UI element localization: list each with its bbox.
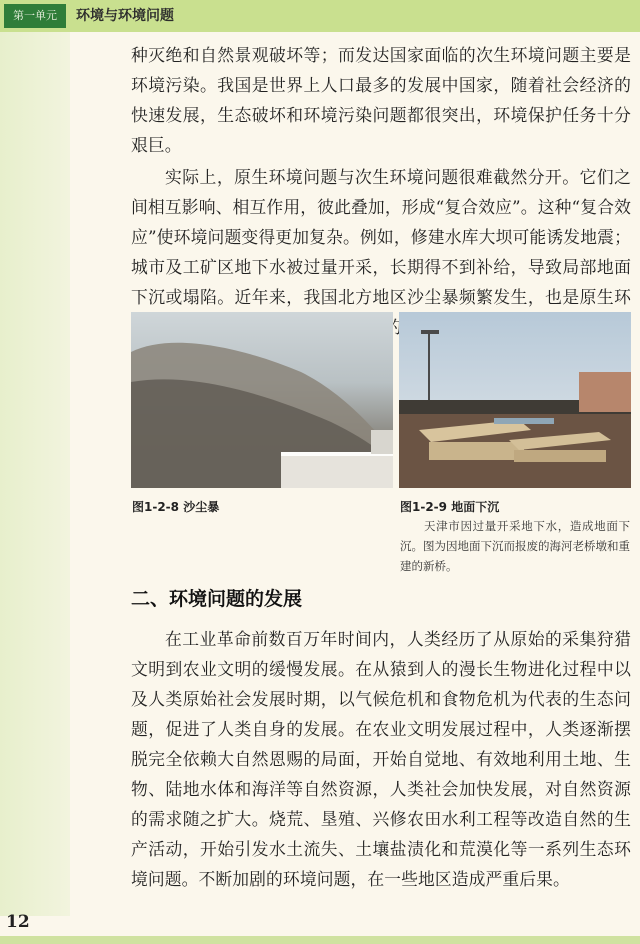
margin-band xyxy=(0,32,70,916)
figure-note-subsidence: 天津市因过量开采地下水，造成地面下沉。图为因地面下沉而报废的海河老桥墩和重建的新桥。 xyxy=(400,519,630,573)
subsidence-photo xyxy=(399,312,631,488)
paragraph-1: 种灭绝和自然景观破坏等；而发达国家面临的次生环境问题主要是环境污染。我国是世界上人口最多的发展中国家，随着社会经济的快速发展，生态破坏和环境污染问题都很突出，环境保护任务十分艰巨。 xyxy=(131,45,631,155)
bottom-band xyxy=(0,936,640,944)
page-number: 12 xyxy=(6,912,30,932)
paragraph-2: 实际上，原生环境问题与次生环境问题很难截然分开。它们之间相互影响、相互作用，彼此叠加，形成“复合效应”。这种“复合效应”使环境问题变得更加复杂。例如，修建水库大坝可能诱发地震；城市及工矿区地下水被过量开采，长期得不到补给，导致局部地面下沉或塌陷。近年来，我国北方地区沙尘暴频繁发生，也是原生环 的 xyxy=(131,167,631,337)
paragraph-3: 在工业革命前数百万年时间内，人类经历了从原始的采集狩猎文明到农业文明的缓慢发展。在从猿到人的漫长生物进化过程中以及人类原始社会发展时期，以气候危机和食物危机为代表的生态问题，促进了人类自身的发展。在农业文明发展过程中，人类逐渐摆脱完全依赖大自然恩赐的局面，开始自觉地、有效地利用土地、生物、陆地水体和海洋等自然资源，人类社会加快发展，对自然资源的需求随之扩大。烧荒、垦殖、兴修农田水利工程等改造自然的生产活动，开始引发水土流失、土壤盐渍化和荒漠化等一系列生态环境问题。不断加剧的环境问题，在一些地区造成严重后果。 xyxy=(131,629,631,889)
chapter-title: 环境与环境问题 xyxy=(76,8,174,24)
section-heading: 二、环境问题的发展 xyxy=(131,588,303,610)
figure-caption-sandstorm: 图1-2-8 沙尘暴 xyxy=(132,500,220,514)
sandstorm-photo xyxy=(131,312,393,488)
unit-label: 第一单元 xyxy=(4,4,66,28)
figure-caption-subsidence: 图1-2-9 地面下沉 xyxy=(400,500,500,514)
page-header xyxy=(0,0,640,32)
